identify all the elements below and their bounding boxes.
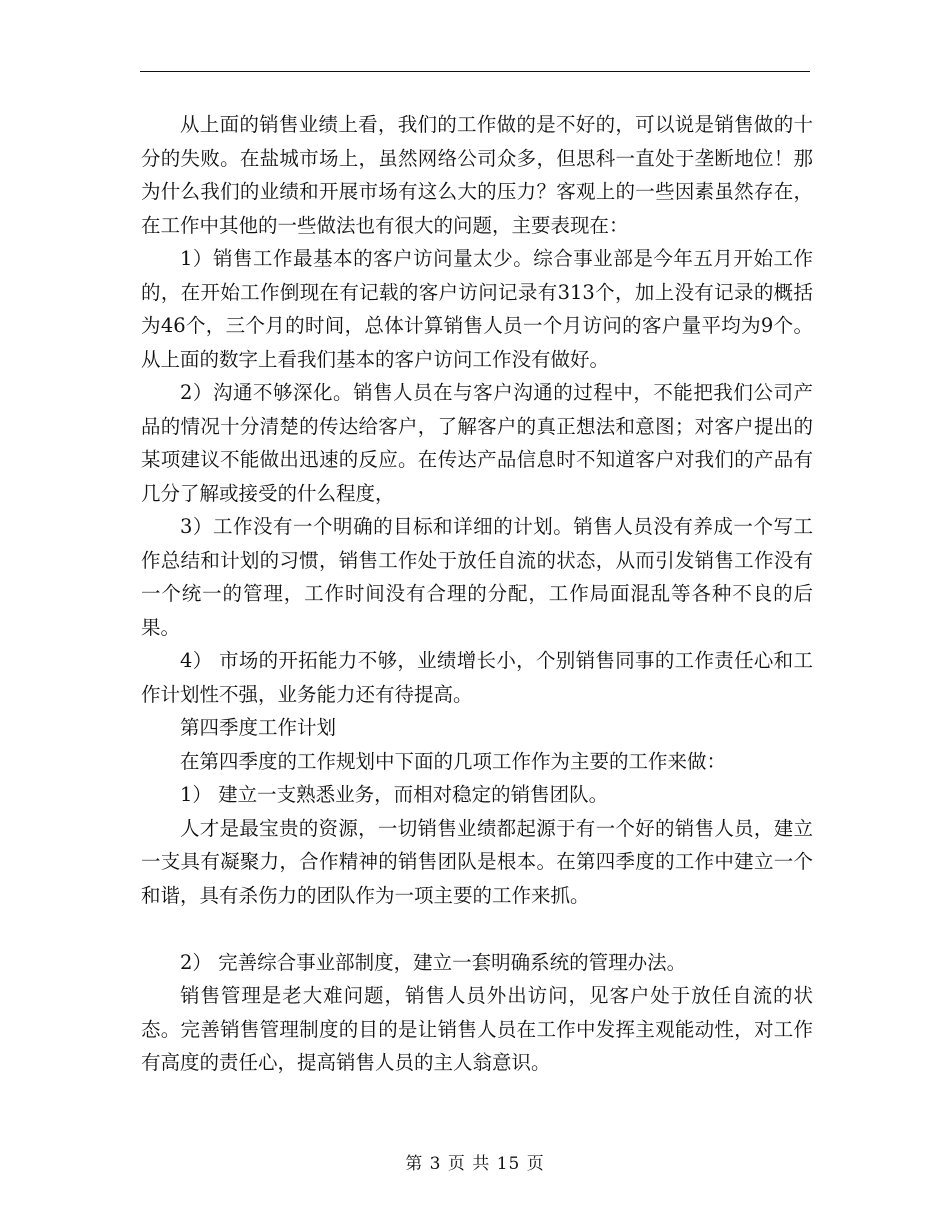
- paragraph-plan-intro: 在第四季度的工作规划中下面的几项工作作为主要的工作来做：: [180, 749, 727, 773]
- plan-item-2-heading: 2） 完善综合事业部制度，建立一套明确系统的管理办法。: [180, 950, 687, 974]
- section-heading-q4-plan: 第四季度工作计划: [180, 716, 337, 739]
- paragraph-issue-3: 3）工作没有一个明确的目标和详细的计划。销售人员没有养成一个写工作总结和计划的习惯，销售工作处于放任自流的状态，从而引发销售工作没有一个统一的管理，工作时间没有合理的分配，工作局面混乱等各种不良的后果。: [141, 515, 813, 639]
- paragraph-issue-1: 1）销售工作最基本的客户访问量太少。综合事业部是今年五月开始工作的，在开始工作倒现在有记载的客户访问记录有313个，加上没有记录的概括为46个，三个月的时间，总体计算销售人员一个月访问的客户量平均为9个。从上面的数字上看我们基本的客户访问工作没有做好。: [141, 247, 813, 371]
- paragraph-issue-4: 4） 市场的开拓能力不够，业绩增长小，个别销售同事的工作责任心和工作计划性不强，业务能力还有待提高。: [141, 649, 813, 706]
- document-body: [141, 108, 813, 1080]
- plan-item-1-heading: 1） 建立一支熟悉业务，而相对稳定的销售团队。: [180, 783, 609, 806]
- plan-item-2-body: 销售管理是老大难问题，销售人员外出访问，见客户处于放任自流的状态。完善销售管理制度的目的是让销售人员在工作中发挥主观能动性，对工作有高度的责任心，提高销售人员的主人翁意识。: [141, 984, 813, 1074]
- plan-item-1-body: 人才是最宝贵的资源，一切销售业绩都起源于有一个好的销售人员，建立一支具有凝聚力，合作精神的销售团队是根本。在第四季度的工作中建立一个和谐，具有杀伤力的团队作为一项主要的工作来抓。: [141, 816, 813, 907]
- paragraph-issue-2: 2）沟通不够深化。销售人员在与客户沟通的过程中，不能把我们公司产品的情况十分清楚的传达给客户，了解客户的真正想法和意图；对客户提出的某项建议不能做出迅速的反应。在传达产品信息时不知道客户对我们的产品有几分了解或接受的什么程度，: [141, 381, 813, 505]
- page-number-footer: 第 3 页 共 15 页: [405, 1154, 545, 1174]
- paragraph-intro: 从上面的销售业绩上看，我们的工作做的是不好的，可以说是销售做的十分的失败。在盐城市场上，虽然网络公司众多，但思科一直处于垄断地位！那为什么我们的业绩和开展市场有这么大的压力？客观上的一些因素虽然存在，在工作中其他的一些做法也有很大的问题，主要表现在：: [141, 113, 813, 237]
- header-rule: [140, 71, 810, 72]
